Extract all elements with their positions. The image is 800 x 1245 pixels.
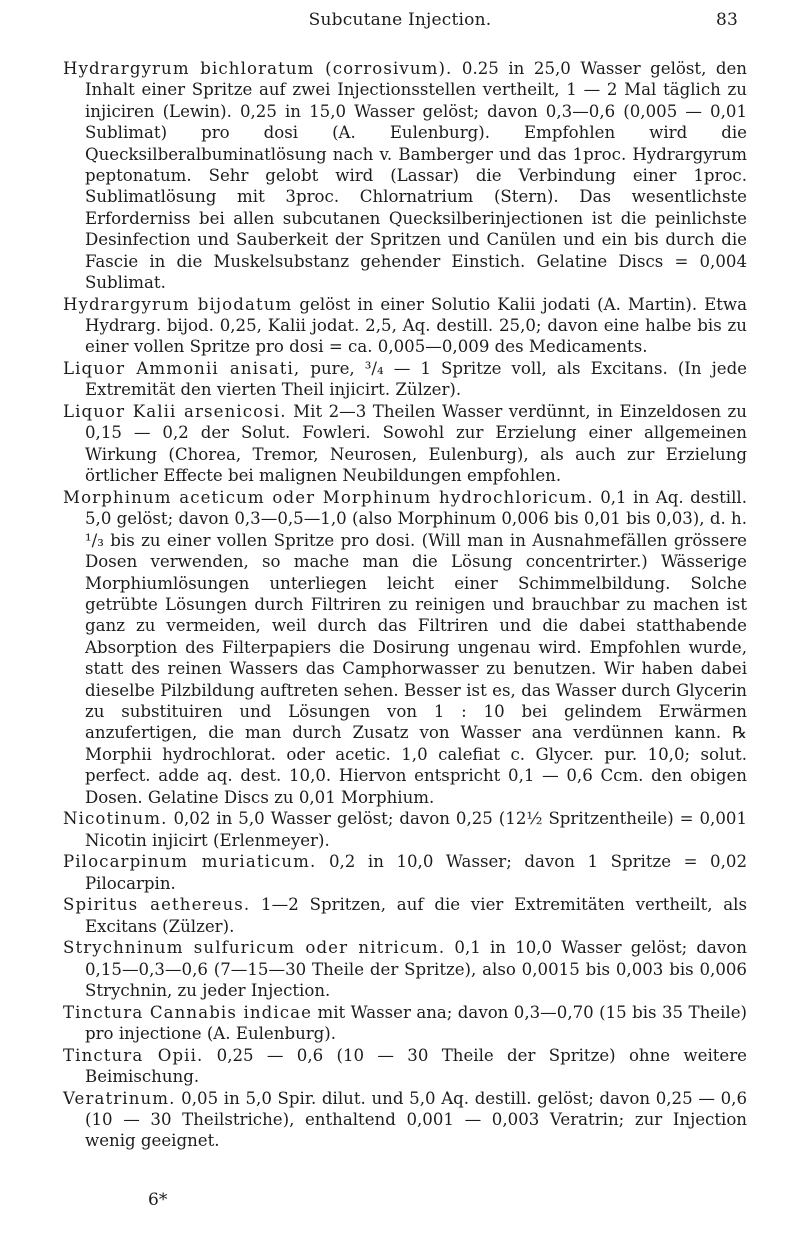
entry-veratrinum bbox=[63, 1088, 747, 1152]
entry-text: 0,1 in 10,0 Wasser gelöst; davon 0,15—0,3—0,6 (7—15—30 Theile der Spritze), also 0,0015 bis 0,003 bis 0,006 Strychnin, zu jeder Injection. bbox=[85, 938, 747, 1000]
entry-morphinum bbox=[63, 487, 747, 808]
entry-tinctura-cannabis bbox=[63, 1002, 747, 1045]
entry-hydrargyrum-bichloratum bbox=[63, 58, 747, 293]
entry-spiritus-aethereus bbox=[63, 894, 747, 937]
entry-text: gelöst in einer Solutio Kalii jodati (A. Martin). Etwa Hydrarg. bijod. 0,25, Kalii jodat. 2,5, Aq. destill. 25,0; davon eine halbe bis zu einer vollen Spritze pro dosi = ca. 0,005—0,009 des Medicaments. bbox=[85, 294, 748, 357]
entry-tinctura-opii bbox=[63, 1045, 747, 1088]
entry-text: 0,1 in Aq. destill. 5,0 gelöst; davon 0,3—0,5—1,0 (also Morphinum 0,006 bis 0,01 bis 0,03), d. h. ¹/₃ bis zu einer vollen Spritze pro dosi. (Will man in Ausnahmefällen grössere Dosen verwenden, so mache man die Lösung concentrirter.) Wässerige Morphiumlösungen unterliegen leicht einer Schimmelbildung. Solche getrübte Lösungen durch Filtriren zu reinigen und brauchbar zu machen ist ganz zu vermeiden, weil durch das Filtriren und die dabei statthabende Absorption des Filterpapiers die Dosirung ungenau wird. Empfohlen wurde, statt des reinen Wassers das Camphorwasser zu benutzen. Wir haben dabei dieselbe Pilzbildung auftreten sehen. Besser ist es, das Wasser durch Glycerin zu substituiren und Lösungen von 1 : 10 bei gelindem Erwärmen anzufertigen, die man durch Zusatz von Wasser ana verdünnen kann. ℞ Morphii hydrochlorat. oder acetic. 1,0 calefiat c. Glycer. pur. 10,0; solut. perfect. adde aq. dest. 10,0. Hiervon entspricht 0,1 — 0,6 Ccm. den obigen Dosen. Gelatine Discs zu 0,01 Morphium. bbox=[85, 487, 748, 807]
entry-text: 0,2 in 10,0 Wasser; davon 1 Spritze = 0,02 Pilocarpin. bbox=[85, 852, 747, 893]
entry-text: 1—2 Spritzen, auf die vier Extremitäten vertheilt, als Excitans (Zülzer). bbox=[85, 895, 748, 936]
entry-head: Pilocarpinum muriaticum. bbox=[63, 852, 317, 872]
page-number: 83 bbox=[715, 10, 738, 30]
entry-head: Liquor Ammonii anisati, bbox=[63, 359, 301, 379]
entry-liquor-ammonii-anisati bbox=[63, 358, 747, 401]
entries-list bbox=[63, 58, 747, 1152]
entry-text: mit Wasser ana; davon 0,3—0,70 (15 bis 35 Theile) pro injectione (A. Eulenburg). bbox=[85, 1002, 747, 1043]
entry-head: Tinctura Cannabis indicae bbox=[63, 1002, 313, 1022]
entry-head: Tinctura Opii. bbox=[63, 1045, 204, 1065]
entry-head: Veratrinum. bbox=[63, 1088, 176, 1108]
entry-hydrargyrum-bijodatum bbox=[63, 294, 747, 358]
entry-text: 0,05 in 5,0 Spir. dilut. und 5,0 Aq. destill. gelöst; davon 0,25 — 0,6 (10 — 30 Theilstriche), enthaltend 0,001 — 0,003 Veratrin; zur Injection wenig geeignet. bbox=[85, 1088, 747, 1151]
entry-head: Strychninum sulfuricum oder nitricum. bbox=[63, 938, 446, 958]
entry-head: Hydrargyrum bijodatum bbox=[63, 294, 293, 314]
entry-pilocarpinum bbox=[63, 851, 747, 894]
signature-mark: 6* bbox=[148, 1190, 168, 1210]
running-head bbox=[0, 10, 800, 40]
entry-head: Hydrargyrum bichloratum (corrosivum). bbox=[63, 59, 453, 78]
entry-text: 0.25 in 25,0 Wasser gelöst, den Inhalt einer Spritze auf zwei Injectionsstellen vertheilt, 1 — 2 Mal täglich zu injiciren (Lewin). 0,25 in 15,0 Wasser gelöst; davon 0,3—0,6 (0,005 — 0,01 Sublimat) pro dosi (A. Eulenburg). Empfohlen wird die Quecksilberalbuminatlösung nach v. Bamberger und das 1proc. Hydrargyrum peptonatum. Sehr gelobt wird (Lassar) die Verbindung einer 1proc. Sublimatlösung mit 3proc. Chlornatrium (Stern). Das wesentlichste Erforderniss bei allen subcutanen Quecksilberinjectionen ist die peinlichste Desinfection und Sauberkeit der Spritzen und Canülen und ein bis durch die Fascie in die Muskelsubstanz gehender Einstich. Gelatine Discs = 0,004 Sublimat. bbox=[85, 59, 747, 293]
entry-text: 0,02 in 5,0 Wasser gelöst; davon 0,25 (12½ Spritzentheile) = 0,001 Nicotin injicirt (Erlenmeyer). bbox=[85, 809, 747, 850]
entry-head: Morphinum aceticum oder Morphinum hydrochloricum. bbox=[63, 487, 594, 507]
entry-head: Spiritus aethereus. bbox=[63, 895, 251, 915]
entry-strychninum bbox=[63, 937, 747, 1001]
entry-text: Mit 2—3 Theilen Wasser verdünnt, in Einzeldosen zu 0,15 — 0,2 der Solut. Fowleri. Sowohl zur Erzielung einer allgemeinen Wirkung (Chorea, Tremor, Neurosen, Eulenburg), als auch zur Erzielung örtlicher Effecte bei malignen Neubildungen empfohlen. bbox=[85, 402, 747, 486]
running-head-title: Subcutane Injection. bbox=[308, 10, 492, 30]
entry-liquor-kalii-arsenicosi bbox=[63, 401, 747, 487]
entry-text: pure, ³/₄ — 1 Spritze voll, als Excitans. (In jede Extremität den vierten Theil injicirt. Zülzer). bbox=[85, 359, 748, 400]
entry-head: Nicotinum. bbox=[63, 809, 168, 829]
entry-nicotinum bbox=[63, 808, 747, 851]
entry-head: Liquor Kalii arsenicosi. bbox=[63, 402, 287, 422]
entry-text: 0,25 — 0,6 (10 — 30 Theile der Spritze) ohne weitere Beimischung. bbox=[85, 1045, 747, 1086]
